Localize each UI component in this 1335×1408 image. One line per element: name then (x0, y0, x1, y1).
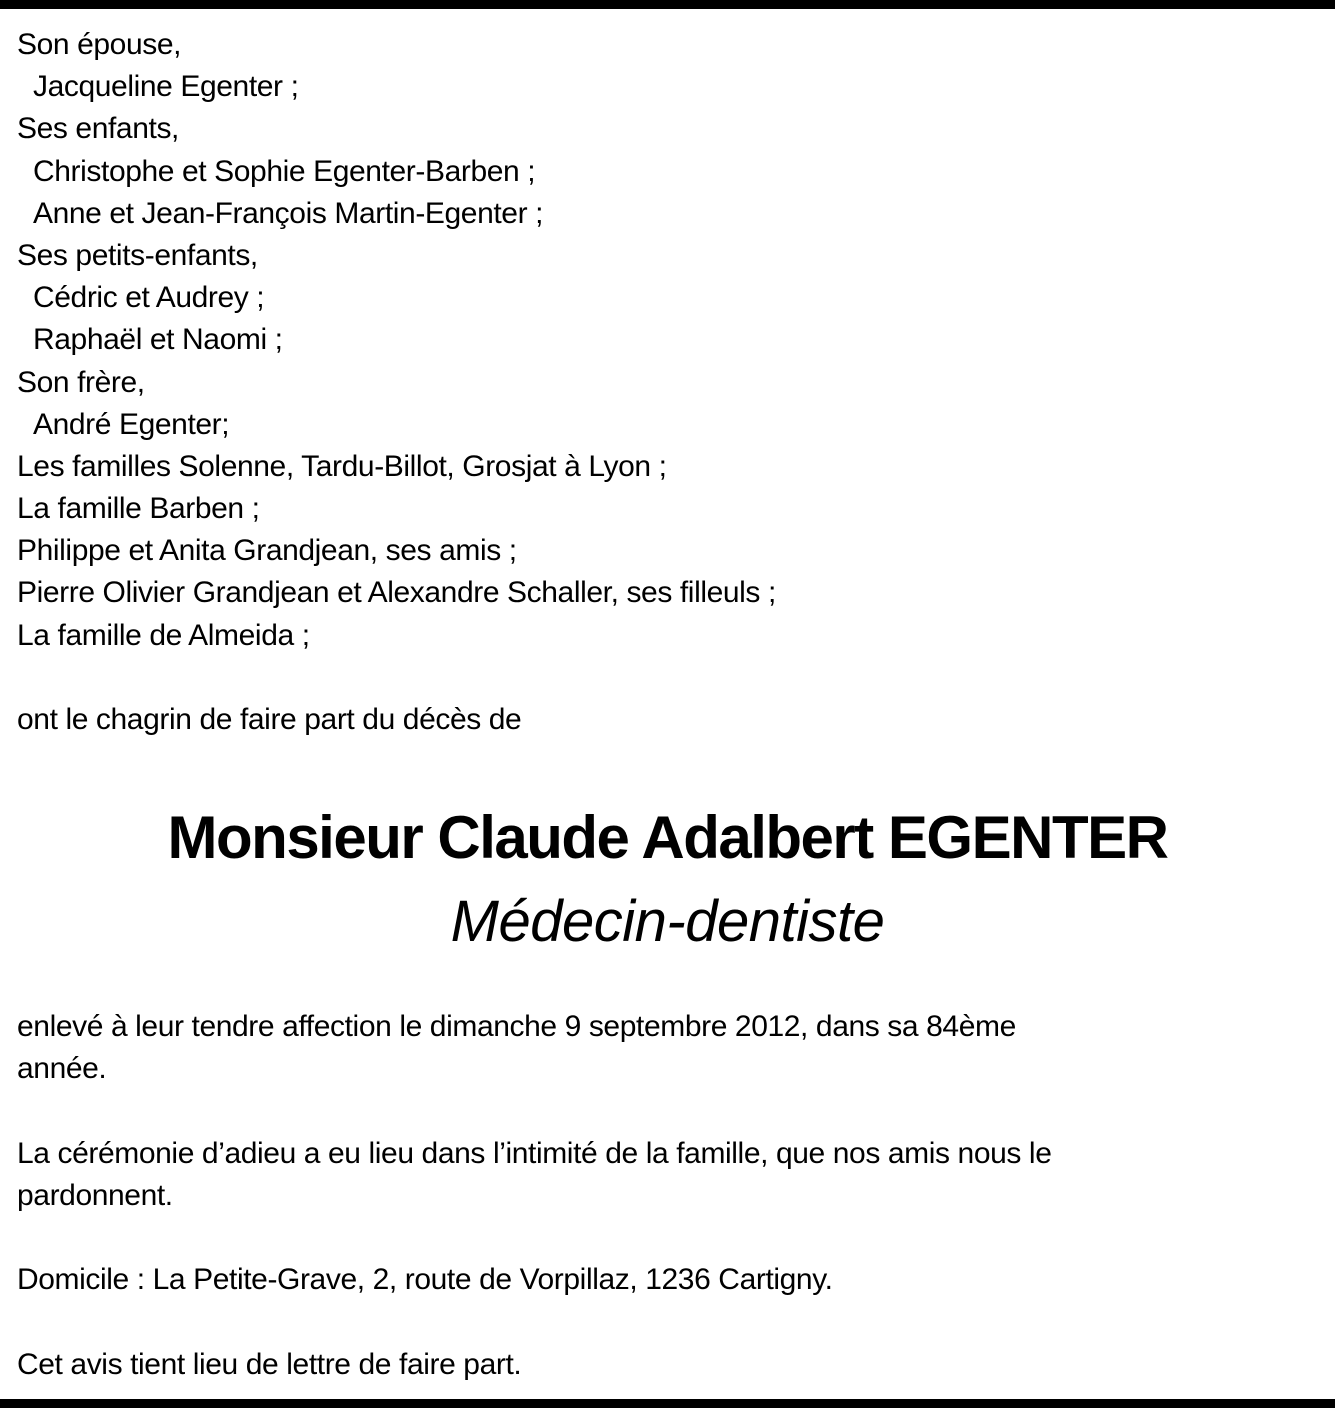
ceremony-text-cont: pardonnent. (17, 1178, 173, 1212)
domicile-text: Domicile : La Petite-Grave, 2, route de Vorpillaz, 1236 Cartigny. (17, 1263, 833, 1297)
mourner-line: Ses enfants, (17, 112, 179, 146)
death-text: enlevé à leur tendre affection le dimanche 9 septembre 2012, dans sa 84ème (17, 1010, 1016, 1043)
profession: Médecin-dentiste (450, 889, 885, 954)
mourner-line: Jacqueline Egenter ; (33, 70, 299, 104)
mourner-line: Son épouse, (17, 28, 182, 61)
mourner-line: Christophe et Sophie Egenter-Barben ; (33, 154, 536, 188)
mourner-line: Ses petits-enfants, (17, 238, 258, 272)
mourner-line: La famille Barben ; (17, 492, 260, 526)
mourner-line: Raphaël et Naomi ; (33, 323, 283, 357)
mourner-line: André Egenter; (33, 407, 230, 441)
mourner-line: Son frère, (17, 365, 145, 399)
mourner-line: Philippe et Anita Grandjean, ses amis ; (17, 534, 517, 568)
announcement-text: ont le chagrin de faire part du décès de (17, 703, 522, 736)
bottom-border (0, 1399, 1335, 1408)
closing-text: Cet avis tient lieu de lettre de faire part. (17, 1347, 522, 1381)
mourner-line: Cédric et Audrey ; (33, 281, 265, 315)
death-text-cont: année. (17, 1052, 107, 1086)
mourner-line: Les familles Solenne, Tardu-Billot, Grosjat à Lyon ; (17, 449, 667, 483)
mourner-line: Pierre Olivier Grandjean et Alexandre Schaller, ses filleuls ; (17, 576, 776, 610)
mourners-list (17, 24, 1317, 741)
mourner-line: Anne et Jean-François Martin-Egenter ; (33, 196, 544, 230)
ceremony-text: La cérémonie d’adieu a eu lieu dans l’intimité de la famille, que nos amis nous le (17, 1136, 1052, 1170)
deceased-name: Monsieur Claude Adalbert EGENTER (167, 804, 1168, 871)
notice-details (17, 1006, 1317, 1386)
mourner-line: La famille de Almeida ; (17, 618, 310, 652)
top-border (0, 0, 1335, 9)
